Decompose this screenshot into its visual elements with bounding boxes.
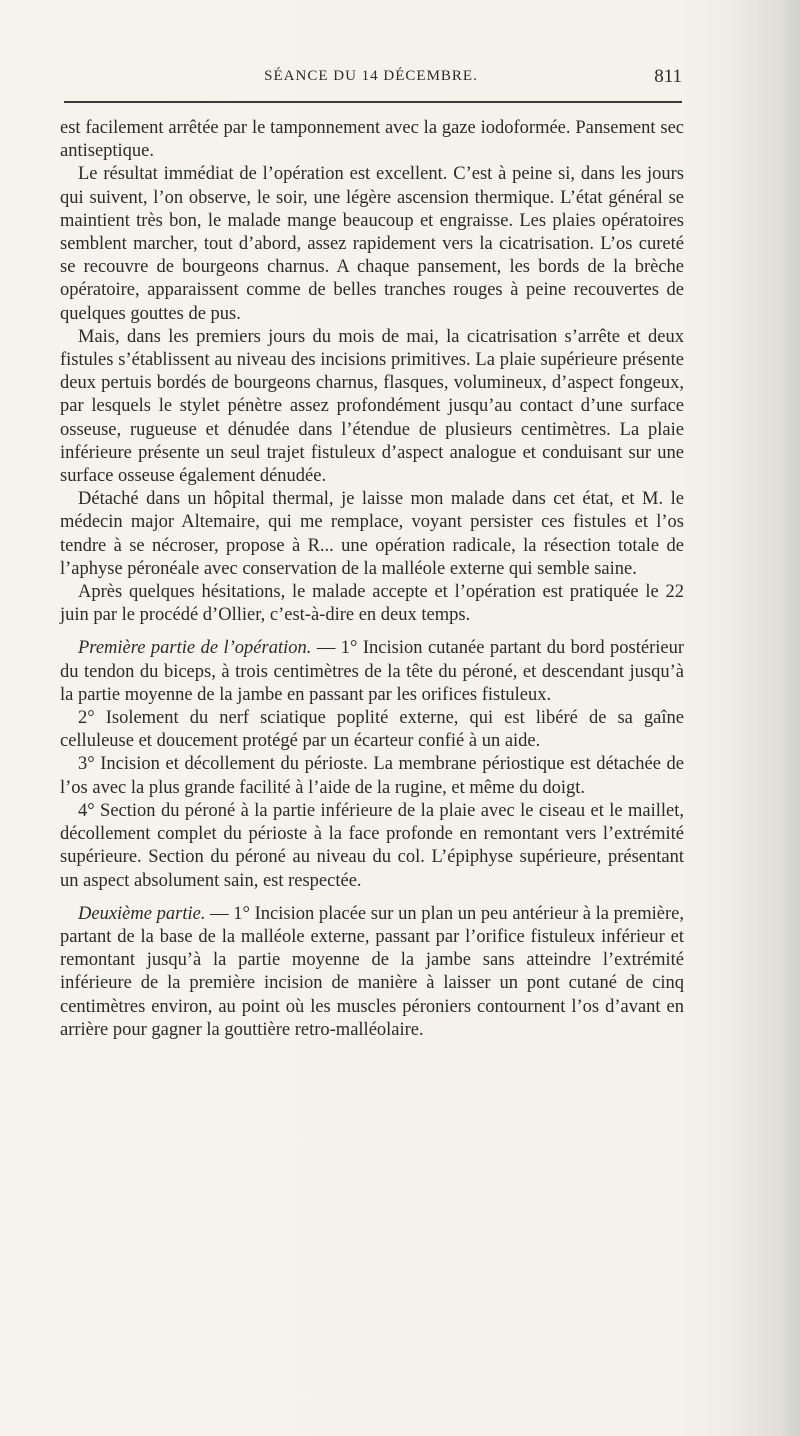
- paragraph-10-text: — 1° Incision placée sur un plan un peu antérieur à la première, partant de la base de la malléole externe, passant par l’orifice fistuleux inférieur et remontant jusqu’à la partie moyenne de la jambe sans atteindre l’extrémité inférieure de la première incision de manière à laisser un pont cutané de cinq centimètres environ, au point où les muscles péroniers contournent l’os d’avant en arrière pour gagner la gouttière retro-malléolaire.: [60, 903, 684, 1040]
- paragraph-3: [60, 326, 684, 488]
- paragraph-1-text: est facilement arrêtée par le tamponnement avec la gaze iodoformée. Pansement sec antiseptique.: [60, 118, 684, 162]
- running-head: [60, 60, 682, 94]
- header-rule: [64, 101, 682, 103]
- paragraph-6: [60, 637, 684, 707]
- paragraph-8: [60, 753, 684, 799]
- paragraph-9: [60, 800, 684, 893]
- paragraph-5: [60, 581, 684, 627]
- paragraph-10: [60, 903, 684, 1042]
- paragraph-1: [60, 117, 684, 163]
- paragraph-8-text: 3° Incision et décollement du périoste. La membrane périostique est détachée de l’os avec la plus grande facilité à l’aide de la rugine, et même du doigt.: [60, 754, 684, 798]
- paragraph-9-text: 4° Section du péroné à la partie inférieure de la plaie avec le ciseau et le maillet, décollement complet du périoste à la face profonde en remontant vers l’extrémité supérieure. Section du péroné au niveau du col. L’épiphyse supérieure, présentant un aspect absolument sain, est respectée.: [60, 800, 684, 891]
- section-heading-first-part: Première partie de l’opération.: [78, 638, 312, 659]
- paragraph-6-text: — 1° Incision cutanée partant du bord postérieur du tendon du biceps, à trois centimètres de la tête du péroné, et descendant jusqu’à la partie moyenne de la jambe en passant par les orifices fistuleux.: [60, 638, 684, 705]
- paragraph-2: [60, 163, 684, 325]
- paragraph-7: [60, 707, 684, 753]
- page-number: 811: [654, 66, 682, 87]
- paragraph-5-text: Après quelques hésitations, le malade accepte et l’opération est pratiquée le 22 juin par le procédé d’Ollier, c’est-à-dire en deux temps.: [60, 582, 684, 626]
- running-head-title: SÉANCE DU 14 DÉCEMBRE.: [264, 68, 478, 84]
- paragraph-4-text: Détaché dans un hôpital thermal, je laisse mon malade dans cet état, et M. le médecin major Altemaire, qui me remplace, voyant persister ces fistules et l’os tendre à se nécroser, propose à R... une opération radicale, la résection totale de l’aphyse péronéale avec conservation de la malléole externe qui semble saine.: [60, 489, 684, 579]
- body-text: [60, 117, 684, 1042]
- paragraph-2-text: Le résultat immédiat de l’opération est excellent. C’est à peine si, dans les jours qui suivent, l’on observe, le soir, une légère ascension thermique. L’état général se maintient très bon, le malade mange beaucoup et engraisse. Les plaies opératoires semblent marcher, tout d’abord, assez rapidement vers la cicatrisation. L’os cureté se recouvre de bourgeons charnus. A chaque pansement, les bords de la brèche opératoire, apparaissent comme de belles tranches rouges à peine recouvertes de quelques gouttes de pus.: [60, 164, 684, 324]
- paragraph-4: [60, 488, 684, 581]
- section-heading-second-part: Deuxième partie.: [78, 903, 206, 924]
- page-edge-shadow: [730, 0, 800, 1436]
- paragraph-3-text: Mais, dans les premiers jours du mois de mai, la cicatrisation s’arrête et deux fistules s’établissent au niveau des incisions primitives. La plaie supérieure présente deux pertuis bordés de bourgeons charnus, flasques, volumineux, d’aspect fongeux, par lesquels le stylet pénètre assez profondément jusqu’au contact d’une surface osseuse, rugueuse et dénudée dans l’étendue de plusieurs centimètres. La plaie inférieure présente un seul trajet fistuleux d’aspect analogue et conduisant sur une surface osseuse également dénudée.: [60, 326, 684, 487]
- paragraph-7-text: 2° Isolement du nerf sciatique poplité externe, qui est libéré de sa gaîne celluleuse et doucement protégé par un écarteur confié à un aide.: [60, 708, 684, 752]
